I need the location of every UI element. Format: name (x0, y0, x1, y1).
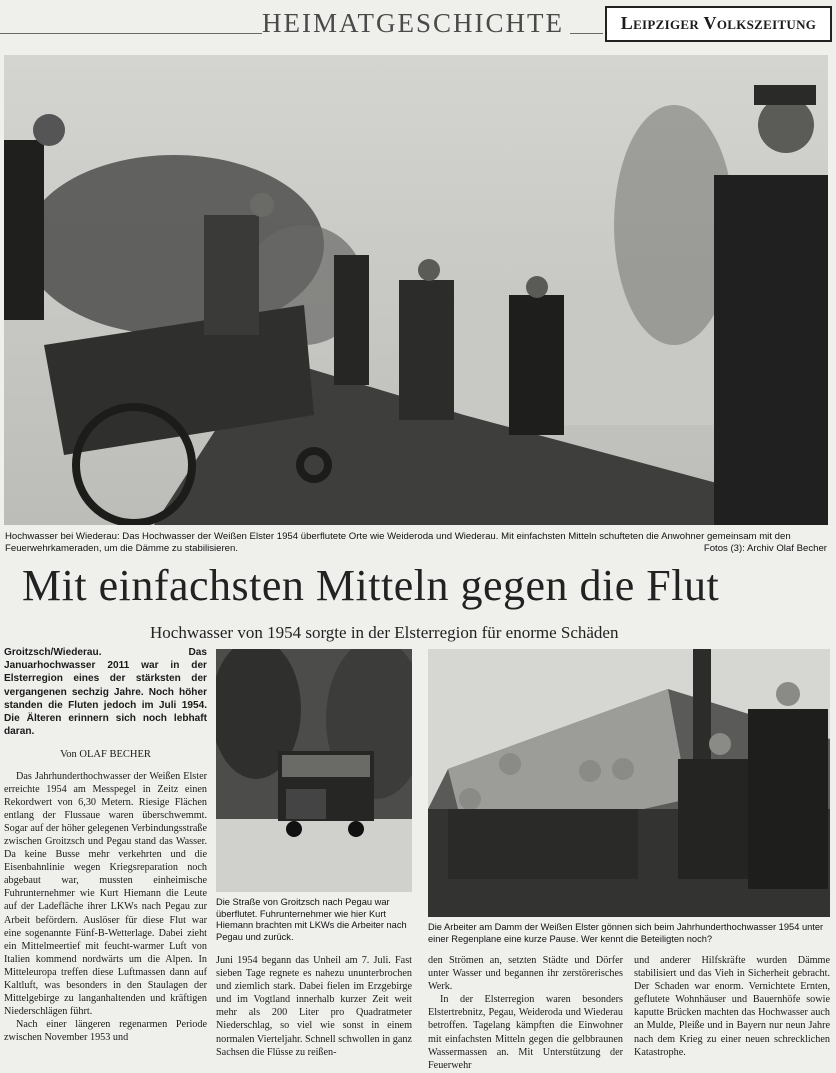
truck-photo (216, 649, 412, 892)
subheadline: Hochwasser von 1954 sorgte in der Elsterregion für enorme Schäden (150, 623, 619, 642)
main-photo-caption (5, 531, 827, 555)
article-column-4 (634, 954, 830, 1059)
article-column-3 (428, 954, 623, 1072)
group-photo (428, 649, 830, 917)
headline: Mit einfachsten Mitteln gegen die Flut (22, 561, 720, 610)
article-column-1 (4, 646, 207, 1044)
article-paragraph: und anderer Hilfskräfte wurden Dämme stabilisiert und das Vieh in Sicherheit gebracht. Der Schaden war enorm. Vernichtete Ernten, geflutete Wohnhäuser und Bauernhöfe sowie kaputte Brücken machten das Hochwasser auch an Mulde, Pleiße und in Bayern nur neun Jahre nach dem Krieg zu einer neuen schrecklichen Katastrophe. (634, 955, 830, 1058)
byline: Von OLAF BECHER (60, 749, 151, 761)
article-paragraph: Das Jahrhunderthochwasser der Weißen Elster erreichte 1954 am Messpegel in Zeitz einen Rekordwert von 6,30 Metern. Riesige Flächen entlang der Flussaue waren überschwemmt. Sogar auf der höher gelegenen Verbindungsstraße zwischen Groitzsch und Pegau stand das Wasser. Da keine Busse mehr verkehrten und die Eisenbahnlinie wegen Kriegsreparation noch abgebaut war, mussten einheimische Fuhrunternehmer wie Kurt Hiemann die Leute auf der Ladefläche ihrer LKWs nach Pegau zur Arbeit befördern. Auslöser für diese Flut war eine sogenannte Fünf-B-Wetterlage. Dabei zieht ein Mittelmeertief mit feucht-warmer Luft von Italien kommend nordwärts um die Alpen. In Mitteleuropa treffen diese Luftmassen dann auf Kaltluft, was besonders in den Staulagen der Mittelgebirge zu langanhaltenden und kräftigen Niederschlägen führt. (4, 770, 207, 1018)
main-photo (4, 55, 828, 525)
photo-credit: Fotos (3): Archiv Olaf Becher (703, 543, 827, 554)
article-paragraph: In der Elsterregion waren besonders Elstertrebnitz, Pegau, Weideroda und Wiederau betroffen. Tagelang kämpften die Einwohner mit einfachsten Mitteln gegen die gelbbraunen Wassermassen an. Mit Unterstützung der Feuerwehr (428, 994, 623, 1071)
article-lead: Groitzsch/Wiederau. Das Januarhochwasser 2011 war in der Elsterregion eines der stärksten der vergangenen sechzig Jahre. Noch höher standen die Fluten jedoch im Juli 1954. Die Älteren erinnern sich noch lebhaft daran. (4, 647, 207, 738)
section-title: HEIMATGESCHICHTE (262, 8, 564, 38)
article-paragraph: Nach einer längeren regenarmen Periode zwischen November 1953 und (4, 1019, 207, 1044)
newspaper-masthead: Leipziger Volkszeitung (605, 6, 832, 42)
article-paragraph: Juni 1954 begann das Unheil am 7. Juli. Fast sieben Tage regnete es nahezu ununterbrochen und ziemlich stark. Dabei fielen im Erzgebirge und im Vogtland innerhalb kurzer Zeit weit mehr als 200 Liter pro Quadratmeter Niederschlag, so viel wie sonst in einem normalen Vierteljahr. Schnell schwollen in ganz Sachsen die Flüsse zu reißen- (216, 955, 412, 1058)
group-photo-caption: Die Arbeiter am Damm der Weißen Elster gönnen sich beim Jahrhunderthochwasser 1954 unter einer Regenplane eine kurze Pause. Wer kennt die Beteiligten noch? (428, 922, 824, 944)
article-column-2 (216, 954, 412, 1059)
truck-photo-caption: Die Straße von Groitzsch nach Pegau war überflutet. Fuhrunternehmer wie hier Kurt Hiemann brachten mit LKWs die Arbeiter nach Pegau und zurück. (216, 897, 407, 943)
header-rule-left (0, 33, 262, 34)
header-rule-right (570, 33, 603, 34)
main-caption-text: Hochwasser bei Wiederau: Das Hochwasser der Weißen Elster 1954 überflutete Orte wie Weideroda und Wiederau. Mit einfachsten Mitteln schufteten die Anwohner gemeinsam mit den Feuerwehrkameraden, um die Dämme zu stabilisieren. (5, 531, 791, 554)
article-paragraph: den Strömen an, setzten Städte und Dörfer unter Wasser und begannen ihr zerstörerisches Werk. (428, 955, 623, 993)
